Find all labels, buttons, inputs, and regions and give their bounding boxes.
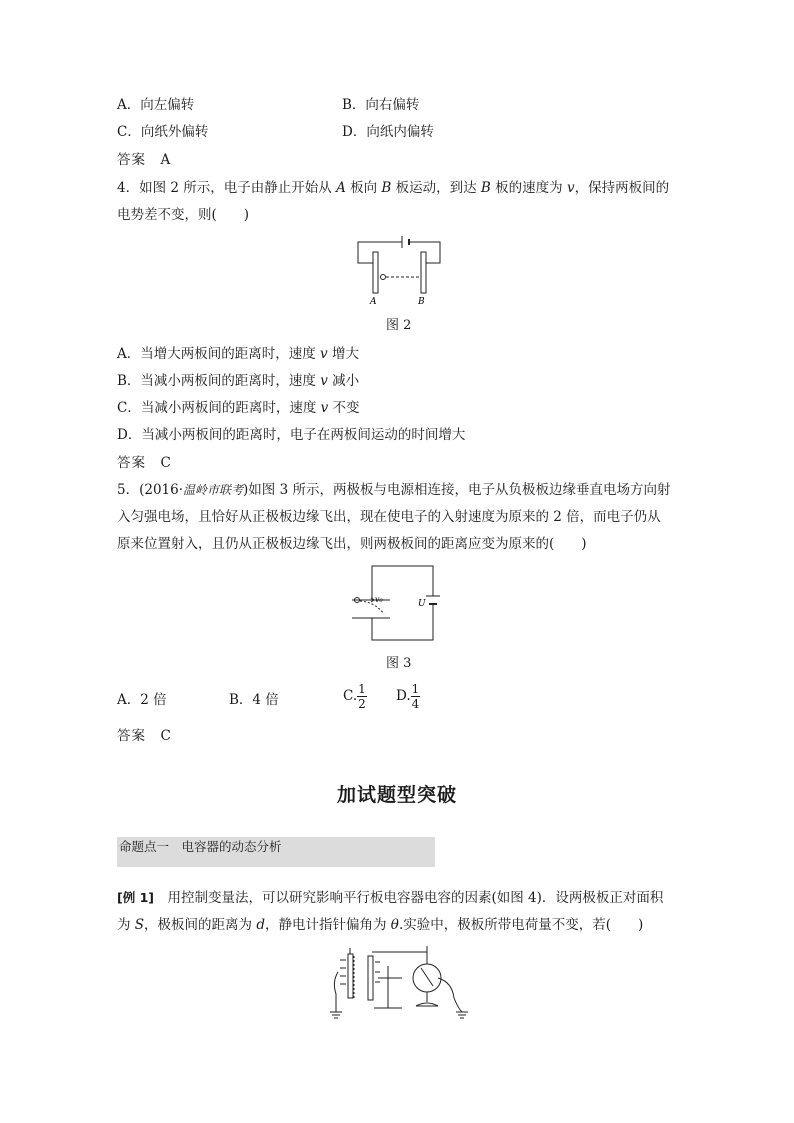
q4-option-a <box>117 344 359 364</box>
q4-stem-line-1 <box>117 178 669 198</box>
q4-answer <box>117 453 172 473</box>
figure-2-diagram <box>350 232 450 310</box>
q5-text: 5．(2016· <box>117 482 184 498</box>
q5-option-b: B．4 倍 <box>229 692 279 708</box>
option-text: C．当减小两板间的距离时，速度 <box>117 400 321 416</box>
example-1-line-1 <box>117 888 663 908</box>
q4-text: 板运动，到达 <box>391 180 481 196</box>
topic-number: 命题点一 <box>119 839 170 854</box>
denominator: 4 <box>411 697 420 711</box>
q4-stem-line-2: 电势差不变，则( ) <box>117 207 250 223</box>
left-plate <box>348 954 353 998</box>
numerator: 1 <box>358 682 366 696</box>
circuit-wire-bottom <box>372 604 433 640</box>
var-s: S <box>134 917 145 933</box>
q4-var-b: B <box>480 180 491 196</box>
figure-3-caption: 图 3 <box>386 656 412 671</box>
q4-var-b: B <box>381 180 392 196</box>
v0-label: v₀ <box>375 595 383 604</box>
q4-text: 板向 <box>345 180 382 196</box>
option-text: 减小 <box>327 373 360 389</box>
q3-option-d: D．向纸内偏转 <box>342 124 434 140</box>
answer-label: 答案 <box>117 455 146 471</box>
q5-source: 温岭市联考 <box>183 483 244 497</box>
figure-3-diagram <box>350 562 440 644</box>
option-var: v <box>320 400 329 416</box>
plate-b <box>421 252 426 293</box>
q5-stem-line-1 <box>117 480 670 500</box>
electrometer-needle <box>421 968 433 986</box>
topic-title: 电容器的动态分析 <box>181 839 282 854</box>
ground-wire-right <box>438 978 462 1012</box>
q3-option-a: A．向左偏转 <box>117 97 195 113</box>
q4-text: 4．如图 2 所示，电子由静止开始从 <box>117 180 337 196</box>
q4-option-c <box>117 398 360 418</box>
q3-option-c: C．向纸外偏转 <box>117 124 209 140</box>
answer-value: C <box>160 728 172 744</box>
fraction-one-half <box>357 682 367 711</box>
example-tag: [例 1] <box>117 890 154 905</box>
q5-option-d <box>396 682 420 711</box>
q5-stem-line-2: 入匀强电场，且恰好从正极板边缘飞出，现在使电子的入射速度为原来的 2 倍，而电子仍从 <box>117 509 661 525</box>
q4-option-b <box>117 371 359 391</box>
example-text: 为 <box>117 917 135 933</box>
answer-value: C <box>160 455 172 471</box>
figure-2-caption: 图 2 <box>386 318 412 333</box>
circuit-wire-left <box>358 242 402 263</box>
ground-wire-left <box>334 972 338 1012</box>
numerator: 1 <box>411 682 420 696</box>
topic-bar <box>117 837 435 867</box>
fraction-one-quarter <box>411 682 421 711</box>
electron-dot <box>381 275 386 280</box>
plate-b-label: B <box>418 297 425 307</box>
electrometer-case <box>413 964 441 992</box>
q4-var-a: A <box>336 180 346 196</box>
q3-option-b: B．向右偏转 <box>342 97 420 113</box>
q5-answer <box>117 726 172 746</box>
right-plate <box>368 956 373 1000</box>
section-heading: 加试题型突破 <box>336 784 457 806</box>
u-label: U <box>418 599 426 609</box>
plate-a <box>373 252 378 293</box>
option-label: C. <box>343 688 358 704</box>
answer-value: A <box>160 152 172 168</box>
q3-answer <box>117 150 171 170</box>
option-var: v <box>320 346 328 362</box>
option-label: D. <box>396 688 411 704</box>
option-text: A．当增大两板间的距离时，速度 <box>117 346 321 362</box>
var-theta: θ <box>390 917 399 933</box>
q5-text: )如图 3 所示，两极板与电源相连接，电子从负极板边缘垂直电场方向射 <box>243 482 671 498</box>
example-text: .实验中，极板所带电荷量不变，若( ) <box>398 917 644 933</box>
example-text: ，静电计指针偏角为 <box>265 917 391 933</box>
denominator: 2 <box>358 697 366 711</box>
option-var: v <box>320 373 328 389</box>
example-text: 用控制变量法，可以研究影响平行板电容器电容的因素(如图 4)．设两极板正对面积 <box>153 890 664 906</box>
example-text: ，极板间的距离为 <box>144 917 257 933</box>
answer-label: 答案 <box>117 152 146 168</box>
answer-label: 答案 <box>117 728 146 744</box>
option-text: 增大 <box>327 346 359 362</box>
q4-text: 板的速度为 <box>490 180 567 196</box>
q4-option-d: D．当减小两板间的距离时，电子在两板间运动的时间增大 <box>117 427 466 443</box>
var-d: d <box>256 917 265 933</box>
q4-text: ，保持两板间的 <box>574 180 670 196</box>
option-text: B．当减小两板间的距离时，速度 <box>117 373 321 389</box>
q5-option-c <box>343 682 367 711</box>
figure-4-diagram <box>322 942 472 1022</box>
example-1-line-2 <box>117 915 643 935</box>
q5-stem-line-3: 原来位置射入，且仍从正极板边缘飞出，则两极板间的距离应变为原来的( ) <box>117 536 587 552</box>
q4-var-v: v <box>566 180 575 196</box>
q5-option-a: A．2 倍 <box>117 692 167 708</box>
plate-a-label: A <box>370 297 377 307</box>
option-text: 不变 <box>328 400 360 416</box>
